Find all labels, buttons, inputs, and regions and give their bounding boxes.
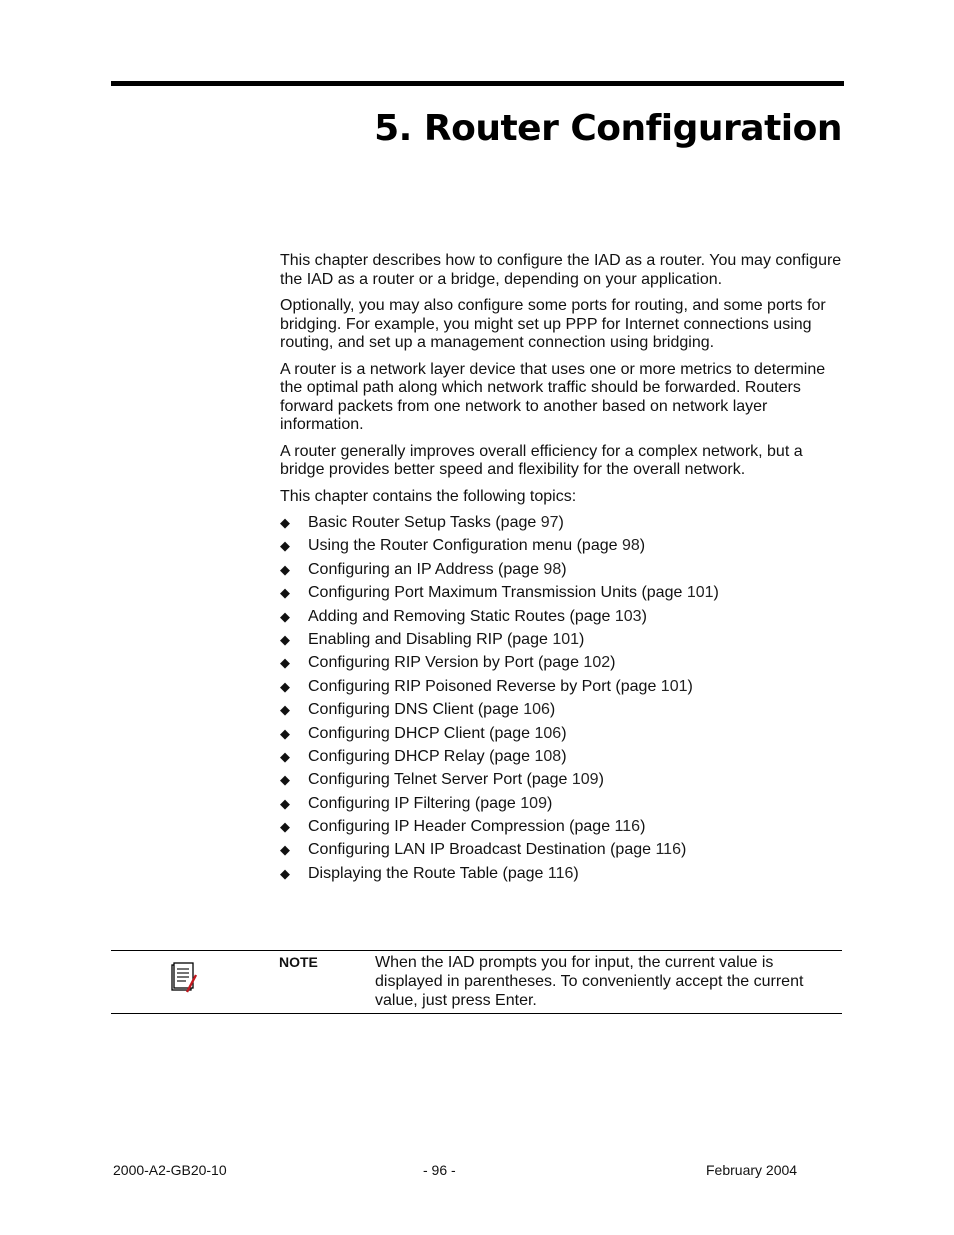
page-link[interactable]: 98 xyxy=(621,537,640,555)
topic-close: ) xyxy=(561,747,567,765)
page-link[interactable]: 116 xyxy=(547,864,574,882)
note-box xyxy=(111,950,842,1014)
topic-item xyxy=(280,748,845,771)
page-link[interactable]: 106 xyxy=(534,724,562,742)
topic-close: ) xyxy=(680,841,687,859)
page-link[interactable]: 98 xyxy=(543,560,562,578)
note-text: When the IAD prompts you for input, the current value is displayed in parentheses. To conveniently accept the current value, just press Enter. xyxy=(375,954,804,1009)
page-link[interactable]: 103 xyxy=(614,607,642,625)
diamond-bullet-icon: ◆ xyxy=(280,795,290,811)
topic-text: Configuring IP Filtering (page xyxy=(308,794,521,812)
topic-item xyxy=(280,795,845,818)
topic-close: ) xyxy=(561,560,567,578)
diamond-bullet-icon: ◆ xyxy=(280,772,290,788)
topic-item xyxy=(280,654,845,677)
topic-close: ) xyxy=(546,794,553,812)
page-link[interactable]: 97 xyxy=(540,514,559,531)
chapter-title: 5. Router Configuration xyxy=(374,108,842,149)
diamond-bullet-icon: ◆ xyxy=(280,631,290,647)
topic-item xyxy=(280,514,845,537)
diamond-bullet-icon: ◆ xyxy=(280,538,290,554)
topic-item xyxy=(280,584,845,607)
chapter-body xyxy=(280,252,845,888)
diamond-bullet-icon: ◆ xyxy=(280,819,290,835)
intro-paragraph: This chapter describes how to configure the IAD as a router. You may configure the IAD as a router or a bridge, depending on your application. xyxy=(280,252,842,288)
diamond-bullet-icon: ◆ xyxy=(280,702,290,718)
page-link[interactable]: 109 xyxy=(571,771,599,789)
topic-close: ) xyxy=(687,677,693,695)
topic-text: Configuring LAN IP Broadcast Destination (page xyxy=(308,841,656,859)
diamond-bullet-icon: ◆ xyxy=(280,608,290,624)
diamond-bullet-icon: ◆ xyxy=(280,842,290,858)
topic-item xyxy=(280,561,845,584)
topic-item xyxy=(280,678,845,701)
footer-date: February 2004 xyxy=(706,1162,798,1178)
topic-text: Configuring Port Maximum Transmission Units (page xyxy=(308,584,687,602)
topic-text: Configuring IP Header Compression (page xyxy=(308,818,615,836)
topics-lead-in: This chapter contains the following topics: xyxy=(280,487,577,505)
topic-close: ) xyxy=(598,771,604,789)
topic-text: Configuring DHCP Relay (page xyxy=(308,747,535,765)
footer-doc-number: 2000-A2-GB20-10 xyxy=(113,1162,227,1178)
topic-close: ) xyxy=(640,818,646,836)
topic-text: Using the Router Configuration menu (page xyxy=(308,537,622,555)
note-label: NOTE xyxy=(279,954,318,970)
page-link[interactable]: 108 xyxy=(534,747,562,765)
page-link[interactable]: 102 xyxy=(583,654,611,672)
diamond-bullet-icon: ◆ xyxy=(280,865,290,881)
topic-text: Configuring DNS Client (page xyxy=(308,701,524,719)
diamond-bullet-icon: ◆ xyxy=(280,515,290,530)
topic-text: Enabling and Disabling RIP (page xyxy=(308,630,553,648)
topic-text: Configuring RIP Poisoned Reverse by Port (page xyxy=(308,677,661,695)
topic-close: ) xyxy=(641,607,647,625)
topic-item xyxy=(280,771,845,794)
page-link[interactable]: 101 xyxy=(552,630,580,648)
topic-close: ) xyxy=(561,724,567,742)
diamond-bullet-icon: ◆ xyxy=(280,678,290,694)
topic-close: ) xyxy=(558,514,564,531)
topic-item xyxy=(280,818,845,841)
topic-item xyxy=(280,631,845,654)
topic-item xyxy=(280,865,845,888)
topic-close: ) xyxy=(610,654,616,672)
intro-paragraph: A router generally improves overall efficiency for a complex network, but a bridge provides better speed and flexibility for the overall network. xyxy=(280,442,803,478)
intro-paragraph: Optionally, you may also configure some ports for routing, and some ports for bridging. For example, you might set up PPP for Internet connections using routing, and set up a management connection using bridging. xyxy=(280,297,826,351)
diamond-bullet-icon: ◆ xyxy=(280,725,290,741)
topic-item xyxy=(280,608,845,631)
diamond-bullet-icon: ◆ xyxy=(280,655,290,671)
topic-item xyxy=(280,537,845,560)
diamond-bullet-icon: ◆ xyxy=(280,561,290,577)
topic-text: Configuring Telnet Server Port (page xyxy=(308,771,572,789)
notepad-icon xyxy=(169,961,199,995)
topic-close: ) xyxy=(639,537,646,555)
topic-close: ) xyxy=(573,864,579,882)
topic-close: ) xyxy=(549,701,556,719)
diamond-bullet-icon: ◆ xyxy=(280,748,290,764)
topic-item xyxy=(280,841,845,864)
topic-text: Configuring DHCP Client (page xyxy=(308,724,535,742)
topic-close: ) xyxy=(579,630,585,648)
page-link[interactable]: 101 xyxy=(660,677,688,695)
footer-page-number: - 96 - xyxy=(423,1162,456,1178)
page-link[interactable]: 116 xyxy=(655,841,681,859)
topic-item xyxy=(280,701,845,724)
topic-text: Basic Router Setup Tasks (page xyxy=(308,514,541,531)
page-link[interactable]: 109 xyxy=(520,794,547,812)
topic-text: Configuring an IP Address (page xyxy=(308,560,544,578)
topic-text: Displaying the Route Table (page xyxy=(308,864,548,882)
topic-text: Adding and Removing Static Routes (page xyxy=(308,607,615,625)
diamond-bullet-icon: ◆ xyxy=(280,585,290,601)
topic-text: Configuring RIP Version by Port (page xyxy=(308,654,584,672)
page-link[interactable]: 106 xyxy=(523,701,550,719)
topic-item xyxy=(280,725,845,748)
topic-close: ) xyxy=(713,584,719,602)
page-link[interactable]: 116 xyxy=(614,818,641,836)
page-link[interactable]: 101 xyxy=(686,584,714,602)
topics-list xyxy=(280,514,845,888)
intro-paragraph: A router is a network layer device that uses one or more metrics to determine the optimal path along which network traffic should be forwarded. Routers forward packets from one network to another based on network layer information. xyxy=(280,360,826,433)
chapter-top-rule xyxy=(111,81,844,86)
